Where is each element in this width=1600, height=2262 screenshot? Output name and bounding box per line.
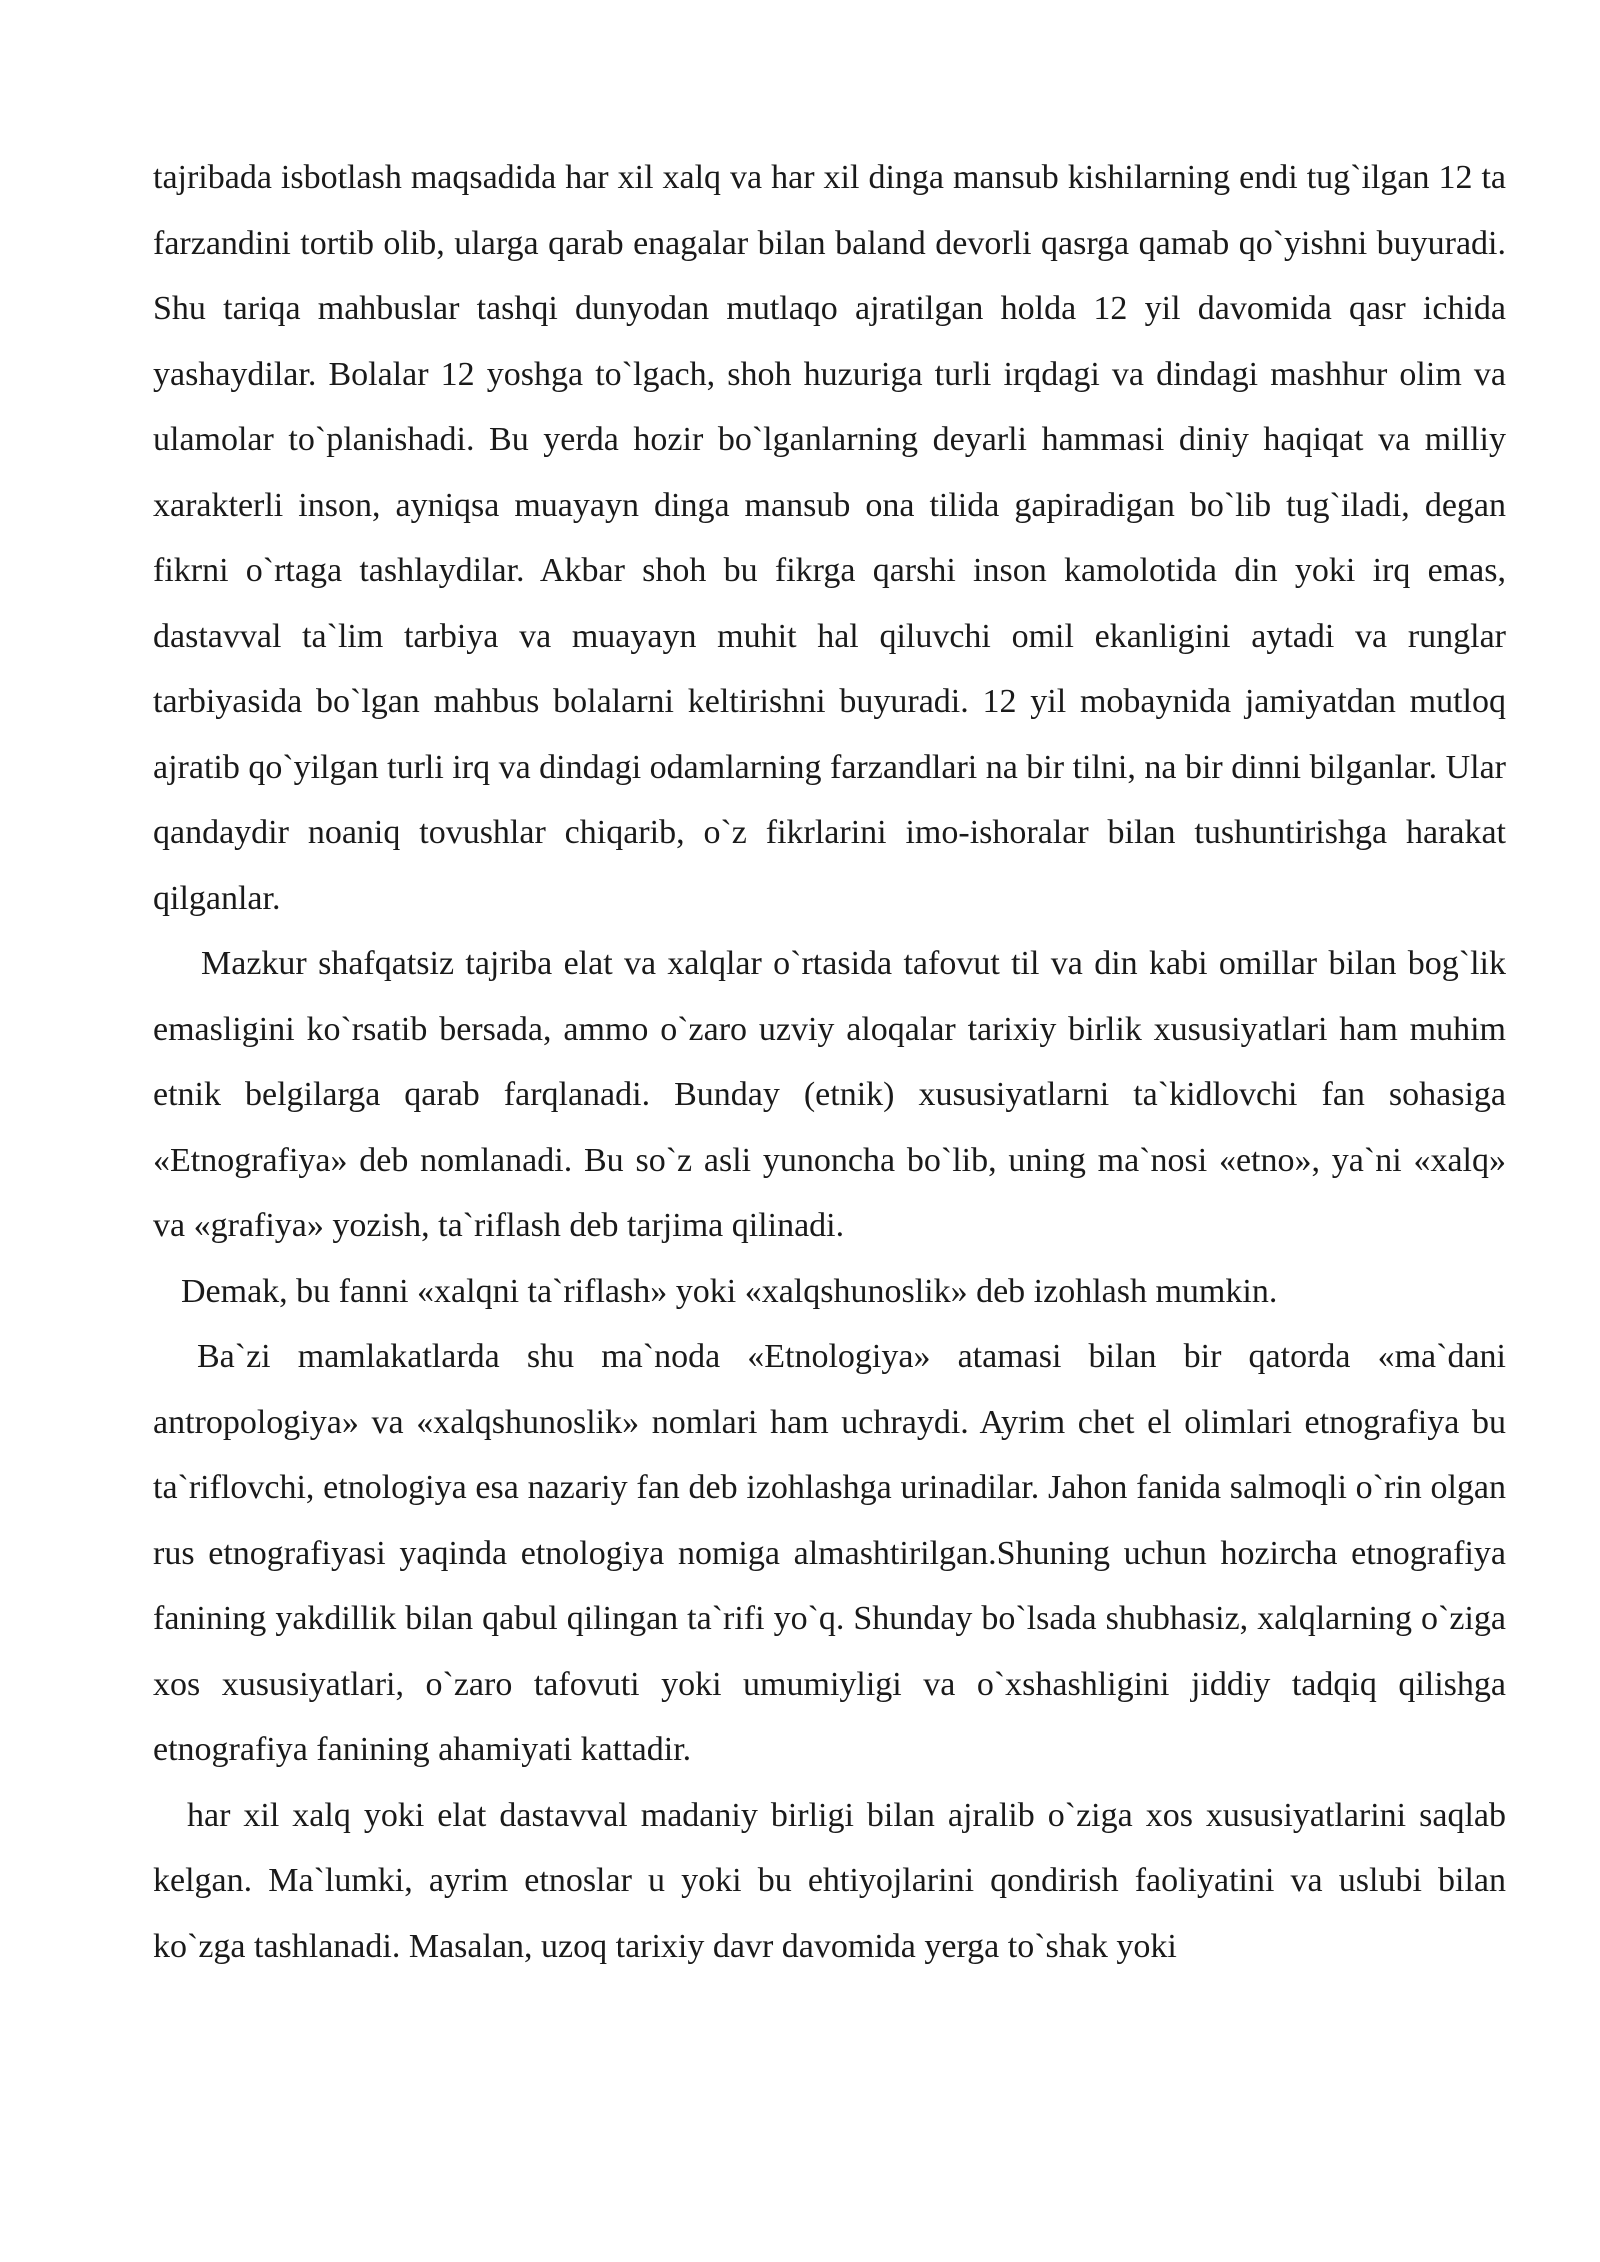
paragraph-1: tajribada isbotlash maqsadida har xil xalq va har xil dinga mansub kishilarning endi tug`ilgan 12 ta farzandini tortib olib, ularga qarab enagalar bilan baland devorli qasrga qamab qo`yishni buyuradi. Shu tariqa mahbuslar tashqi dunyodan mutlaqo ajratilgan holda 12 yil davomida qasr ichida yashaydilar. Bolalar 12 yoshga to`lgach, shoh huzuriga turli irqdagi va dindagi mashhur olim va ulamolar to`planishadi. Bu yerda hozir bo`lganlarning deyarli hammasi diniy haqiqat va milliy xarakterli inson, ayniqsa muayayn dinga mansub ona tilida gapiradigan bo`lib tug`iladi, degan fikrni o`rtaga tashlaydilar. Akbar shoh bu fikrga qarshi inson kamolotida din yoki irq emas, dastavval ta`lim tarbiya va muayayn muhit hal qiluvchi omil ekanligini aytadi va runglar tarbiyasida bo`lgan mahbus bolalarni keltirishni buyuradi. 12 yil mobaynida jamiyatdan mutloq ajratib qo`yilgan turli irq va dindagi odamlarning farzandlari na bir tilni, na bir dinni bilganlar. Ular qandaydir noaniq tovushlar chiqarib, o`z fikrlarini imo-ishoralar bilan tushuntirishga harakat qilganlar.	[153, 159, 1506, 917]
document-page	[153, 145, 1506, 1979]
paragraph-3: Demak, bu fanni «xalqni ta`riflash» yoki «xalqshunoslik» deb izohlash mumkin.	[181, 1272, 1278, 1310]
paragraph-4: Ba`zi mamlakatlarda shu ma`noda «Etnologiya» atamasi bilan bir qatorda «ma`dani antropologiya» va «xalqshunoslik» nomlari ham uchraydi. Ayrim chet el olimlari etnografiya bu ta`riflovchi, etnologiya esa nazariy fan deb izohlashga urinadilar. Jahon fanida salmoqli o`rin olgan rus etnografiyasi yaqinda etnologiya nomiga almashtirilgan.Shuning uchun hozircha etnografiya fanining yakdillik bilan qabul qilingan ta`rifi yo`q. Shunday bo`lsada shubhasiz, xalqlarning o`ziga xos xususiyatlari, o`zaro tafovuti yoki umumiyligi va o`xshashligini jiddiy tadqiq qilishga etnografiya fanining ahamiyati kattadir.	[153, 1338, 1506, 1768]
paragraph-2: Mazkur shafqatsiz tajriba elat va xalqlar o`rtasida tafovut til va din kabi omillar bilan bog`lik emasligini ko`rsatib bersada, ammo o`zaro uzviy aloqalar tarixiy birlik xususiyatlari ham muhim etnik belgilarga qarab farqlanadi. Bunday (etnik) xususiyatlarni ta`kidlovchi fan sohasiga «Etnografiya» deb nomlanadi. Bu so`z asli yunoncha bo`lib, uning ma`nosi «etno», ya`ni «xalq» va «grafiya» yozish, ta`riflash deb tarjima qilinadi.	[153, 945, 1506, 1244]
paragraph-5: har xil xalq yoki elat dastavval madaniy birligi bilan ajralib o`ziga xos xususiyatlarini saqlab kelgan. Ma`lumki, ayrim etnoslar u yoki bu ehtiyojlarini qondirish faoliyatini va uslubi bilan ko`zga tashlanadi. Masalan, uzoq tarixiy davr davomida yerga to`shak yoki	[153, 1796, 1506, 1965]
